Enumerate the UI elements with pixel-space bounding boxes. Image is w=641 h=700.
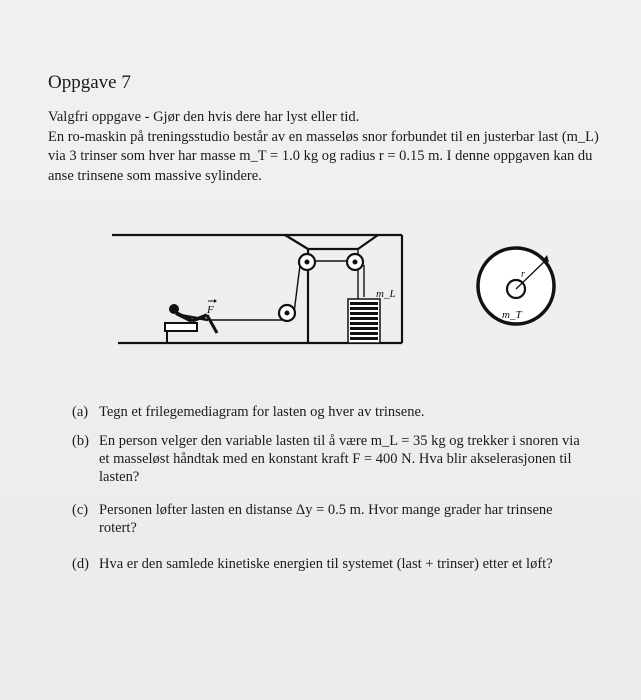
force-vector-label — [206, 299, 217, 316]
pulley-right-top — [347, 254, 363, 270]
svg-text:F: F — [207, 304, 214, 316]
load-label: m_L — [376, 288, 396, 300]
pulley-left-top — [299, 254, 315, 270]
task-label: (b) — [72, 433, 89, 449]
task-item — [72, 432, 582, 486]
pulley-detail-diagram — [474, 243, 560, 333]
task-text: Personen løfter lasten en distanse Δy = 0.5 m. Hvor mange grader har trinsene rotert? — [99, 502, 553, 536]
radius-label: r — [521, 269, 525, 280]
task-item — [72, 403, 582, 421]
problem-title: Oppgave 7 — [48, 72, 131, 93]
task-label: (c) — [72, 502, 89, 518]
rowing-machine-diagram — [110, 225, 410, 350]
pulley-bottom — [279, 305, 295, 321]
task-item — [72, 501, 582, 537]
task-text: En person velger den variable lasten til å være m_L = 35 kg og trekker i snoren via et masseløst håndtak med en konstant kraft F = 400 N. Hva blir akselerasjonen til lasten? — [99, 433, 580, 485]
load-weight-stack — [348, 299, 380, 343]
task-item — [72, 555, 582, 573]
task-label: (d) — [72, 556, 89, 572]
task-text: Tegn et frilegemediagram for lasten og hver av trinsene. — [99, 404, 425, 420]
problem-intro — [48, 108, 608, 186]
task-label: (a) — [72, 404, 89, 420]
intro-paragraph: En ro-maskin på treningsstudio består av en masseløs snor forbundet til en justerbar last (m_L) via 3 trinser som hver har masse m_T = 1.0 kg og radius r = 0.15 m. I denne oppgaven kan du anse trinsene som massive sylindere. — [48, 128, 599, 184]
pulley-mass-label: m_T — [502, 309, 522, 321]
intro-line-optional: Valgfri oppgave - Gjør den hvis dere har lyst eller tid. — [48, 109, 360, 125]
task-text: Hva er den samlede kinetiske energien til systemet (last + trinser) etter et løft? — [99, 556, 553, 572]
task-list — [72, 403, 582, 584]
